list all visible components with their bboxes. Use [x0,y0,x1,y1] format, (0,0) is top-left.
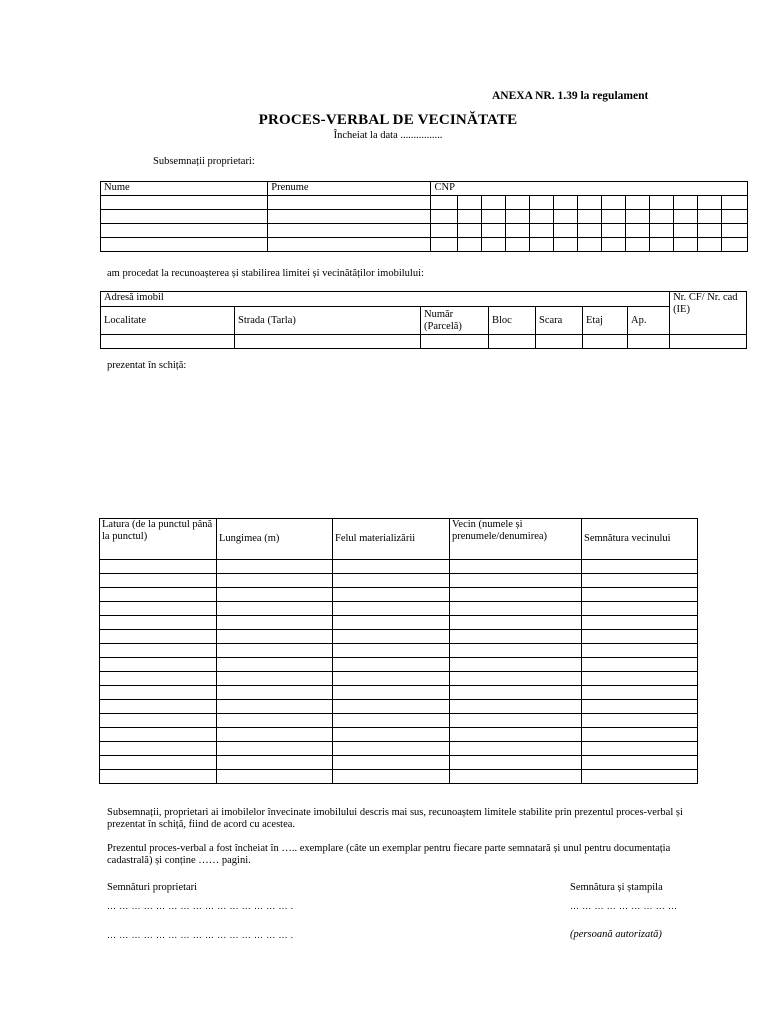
acknowledgement-paragraph: Subsemnații, proprietari ai imobilelor învecinate imobilului descris mai sus, recunoaștem limitele stabilite prin prezentul proces-verbal și prezentat în schiță, fiind de acord cu acestea. [107,807,683,830]
header-semnatura: Semnătura vecinului [582,519,698,560]
table-row [100,672,698,686]
header-latura: Latura (de la punctul până la punctul) [100,519,217,560]
table-cell[interactable] [217,756,333,770]
boundary-table [99,518,698,784]
header-felul: Felul materializării [333,519,450,560]
table-cell[interactable] [333,672,450,686]
table-row [101,335,747,349]
table-cell[interactable] [217,714,333,728]
table-row [100,574,698,588]
col-bloc: Bloc [489,307,536,335]
table-cell[interactable] [333,560,450,574]
table-row [101,196,748,210]
table-cell[interactable] [450,658,582,672]
table-cell[interactable] [333,616,450,630]
table-cell[interactable] [582,644,698,658]
owners-signature-line-1[interactable]: … … … … … … … … … … … … … … … . [107,901,294,911]
table-cell[interactable] [217,700,333,714]
owners-table [100,181,748,252]
authorized-signature-label: Semnătura și ștampila [570,882,663,893]
table-cell[interactable] [582,616,698,630]
boundary-body [100,560,698,784]
table-cell[interactable] [100,574,217,588]
property-table [100,291,747,349]
table-cell[interactable] [217,602,333,616]
table-cell[interactable] [217,560,333,574]
table-cell[interactable] [217,658,333,672]
col-scara: Scara [536,307,583,335]
table-cell[interactable] [450,700,582,714]
table-cell[interactable] [100,756,217,770]
col-localitate: Localitate [101,307,235,335]
table-cell[interactable] [582,672,698,686]
table-cell[interactable] [450,770,582,784]
authorized-person-note: (persoană autorizată) [570,929,662,940]
cf-header: Nr. CF/ Nr. cad (IE) [670,292,747,335]
table-cell[interactable] [100,672,217,686]
header-nume: Nume [101,182,268,196]
table-cell[interactable] [450,686,582,700]
table-cell[interactable] [217,742,333,756]
table-cell[interactable] [450,728,582,742]
table-cell[interactable] [450,742,582,756]
header-vecin: Vecin (numele și prenumele/denumirea) [450,519,582,560]
owners-header-row [101,182,748,196]
table-cell[interactable] [217,574,333,588]
table-cell[interactable] [333,700,450,714]
table-cell[interactable] [333,742,450,756]
table-row [100,644,698,658]
table-cell[interactable] [333,588,450,602]
table-row [100,770,698,784]
table-cell[interactable] [450,588,582,602]
table-cell[interactable] [582,574,698,588]
table-cell[interactable] [582,714,698,728]
table-cell[interactable] [333,728,450,742]
table-cell[interactable] [100,588,217,602]
table-cell[interactable] [100,644,217,658]
table-cell[interactable] [582,742,698,756]
table-cell[interactable] [100,602,217,616]
annex-reference: ANEXA NR. 1.39 la regulament [492,90,649,102]
table-cell[interactable] [100,714,217,728]
table-cell[interactable] [100,770,217,784]
owners-signature-label: Semnături proprietari [107,882,198,893]
col-numar: Număr (Parcelă) [421,307,489,335]
table-row [101,224,748,238]
table-cell[interactable] [100,630,217,644]
table-cell[interactable] [450,602,582,616]
table-row [100,588,698,602]
table-row [100,728,698,742]
table-row [100,686,698,700]
table-cell[interactable] [450,756,582,770]
table-cell[interactable] [217,672,333,686]
table-cell[interactable] [582,630,698,644]
table-cell[interactable] [217,616,333,630]
table-row [101,210,748,224]
table-row [100,700,698,714]
header-lungimea: Lungimea (m) [217,519,333,560]
table-cell[interactable] [333,714,450,728]
table-cell[interactable] [582,602,698,616]
owners-intro: Subsemnații proprietari: [153,156,255,167]
sketch-label: prezentat în schiță: [107,360,187,371]
table-cell[interactable] [582,770,698,784]
table-cell[interactable] [333,630,450,644]
table-cell[interactable] [100,700,217,714]
document-title: PROCES-VERBAL DE VECINĂTATE [258,112,518,128]
table-cell[interactable] [450,644,582,658]
table-cell[interactable] [582,588,698,602]
table-cell[interactable] [333,686,450,700]
table-cell[interactable] [100,560,217,574]
table-cell[interactable] [100,686,217,700]
table-row [100,602,698,616]
table-cell[interactable] [100,616,217,630]
table-cell[interactable] [333,658,450,672]
table-row [100,658,698,672]
table-cell[interactable] [582,756,698,770]
table-row [100,714,698,728]
authorized-signature-line[interactable]: … … … … … … … … … [570,901,678,911]
table-cell[interactable] [450,574,582,588]
table-cell[interactable] [450,560,582,574]
table-row [101,238,748,252]
col-etaj: Etaj [583,307,628,335]
header-prenume: Prenume [268,182,431,196]
table-cell[interactable] [333,756,450,770]
table-cell[interactable] [582,686,698,700]
table-cell[interactable] [333,644,450,658]
table-cell[interactable] [582,728,698,742]
owners-signature-line-2[interactable]: … … … … … … … … … … … … … … … . [107,930,294,940]
table-row [100,742,698,756]
table-cell[interactable] [582,658,698,672]
table-row [100,630,698,644]
table-cell[interactable] [100,658,217,672]
table-cell[interactable] [217,686,333,700]
header-cnp: CNP [431,182,748,196]
address-header: Adresă imobil [101,292,670,307]
table-cell[interactable] [217,728,333,742]
table-cell[interactable] [217,588,333,602]
table-cell[interactable] [450,714,582,728]
table-row [100,560,698,574]
table-cell[interactable] [100,742,217,756]
table-cell[interactable] [333,574,450,588]
col-strada: Strada (Tarla) [235,307,421,335]
boundary-header-row [100,519,698,560]
table-cell[interactable] [217,630,333,644]
table-cell[interactable] [100,728,217,742]
date-line: Încheiat la data ................ [333,130,443,141]
table-cell[interactable] [217,770,333,784]
procedure-text: am procedat la recunoașterea și stabilirea limitei și vecinătăților imobilului: [107,268,424,279]
table-cell[interactable] [217,644,333,658]
table-cell[interactable] [582,700,698,714]
table-cell[interactable] [450,630,582,644]
copies-paragraph: Prezentul proces-verbal a fost încheiat în ….. exemplare (câte un exemplar pentru fiecare parte semnatară și unul pentru documentația cadastrală) și conține …… pagini. [107,843,671,866]
table-cell[interactable] [333,770,450,784]
table-cell[interactable] [582,560,698,574]
table-cell[interactable] [450,672,582,686]
table-cell[interactable] [450,616,582,630]
col-ap: Ap. [628,307,670,335]
table-cell[interactable] [333,602,450,616]
table-row [100,616,698,630]
table-row [100,756,698,770]
